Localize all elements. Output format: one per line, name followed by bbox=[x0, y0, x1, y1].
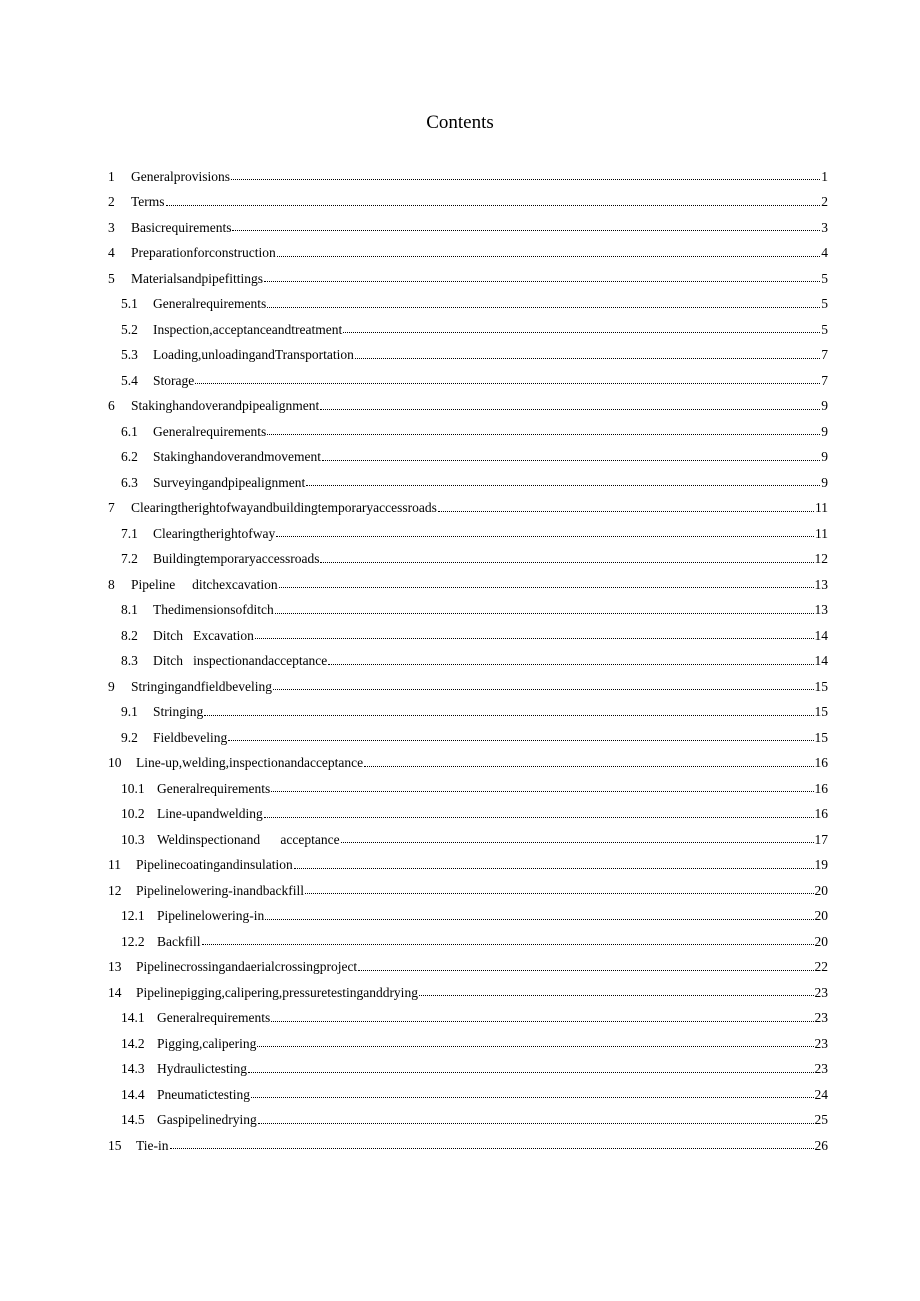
toc-entry-label: Thedimensionsofditch bbox=[153, 602, 274, 618]
toc-entry-number: 10.2 bbox=[121, 806, 145, 822]
toc-entry-page: 9 bbox=[821, 398, 828, 414]
toc-entry[interactable] bbox=[108, 1057, 828, 1083]
toc-leader-dots bbox=[273, 675, 814, 690]
toc-leader-dots bbox=[419, 981, 814, 996]
toc-leader-dots bbox=[166, 191, 821, 206]
toc-entry-page: 16 bbox=[814, 806, 828, 822]
toc-entry-label: Inspection,acceptanceandtreatment bbox=[153, 321, 343, 337]
toc-leader-dots bbox=[276, 522, 814, 537]
toc-entry-page: 5 bbox=[821, 270, 828, 286]
toc-leader-dots bbox=[277, 242, 821, 257]
toc-entry-page: 13 bbox=[814, 576, 828, 592]
toc-entry-page: 15 bbox=[814, 704, 828, 720]
toc-leader-dots bbox=[251, 1083, 814, 1098]
toc-entry-page: 17 bbox=[814, 831, 828, 847]
toc-leader-dots bbox=[275, 599, 814, 614]
toc-entry-page: 15 bbox=[814, 729, 828, 745]
toc-entry-number: 10.1 bbox=[121, 780, 145, 796]
toc-entry-page: 20 bbox=[814, 908, 828, 924]
toc-entry-page: 5 bbox=[821, 321, 828, 337]
toc-entry[interactable] bbox=[108, 394, 828, 420]
toc-entry-number: 14.4 bbox=[121, 1086, 145, 1102]
toc-entry-page: 12 bbox=[814, 551, 828, 567]
toc-entry[interactable] bbox=[108, 266, 828, 292]
toc-entry-number: 5.1 bbox=[121, 296, 138, 312]
toc-entry[interactable] bbox=[108, 725, 828, 751]
toc-entry-page: 19 bbox=[814, 857, 828, 873]
toc-entry-page: 1 bbox=[821, 168, 828, 184]
toc-entry-label: Pipeline ditchexcavation bbox=[131, 576, 278, 592]
toc-entry[interactable] bbox=[108, 164, 828, 190]
toc-leader-dots bbox=[294, 854, 814, 869]
toc-entry-number: 7 bbox=[108, 500, 115, 516]
toc-entry[interactable] bbox=[108, 496, 828, 522]
toc-entry[interactable] bbox=[108, 215, 828, 241]
toc-entry-page: 4 bbox=[821, 245, 828, 261]
toc-entry-page: 22 bbox=[814, 959, 828, 975]
toc-entry-label: Preparationforconstruction bbox=[131, 245, 276, 261]
toc-leader-dots bbox=[271, 777, 813, 792]
toc-leader-dots bbox=[202, 930, 814, 945]
toc-entry-label: Ditch inspectionandacceptance bbox=[153, 653, 328, 669]
toc-entry-page: 9 bbox=[821, 474, 828, 490]
toc-entry-page: 20 bbox=[814, 933, 828, 949]
toc-leader-dots bbox=[320, 395, 820, 410]
toc-entry-number: 11 bbox=[108, 857, 121, 873]
toc-entry-number: 10 bbox=[108, 755, 122, 771]
toc-entry[interactable] bbox=[108, 1031, 828, 1057]
toc-leader-dots bbox=[358, 956, 813, 971]
toc-entry-number: 8.1 bbox=[121, 602, 138, 618]
toc-entry[interactable] bbox=[108, 292, 828, 318]
toc-leader-dots bbox=[258, 1109, 814, 1124]
toc-entry-number: 8 bbox=[108, 576, 115, 592]
toc-entry-number: 6.3 bbox=[121, 474, 138, 490]
toc-entry-number: 14.5 bbox=[121, 1112, 145, 1128]
toc-leader-dots bbox=[170, 1134, 814, 1149]
toc-entry-number: 5.4 bbox=[121, 372, 138, 388]
toc-entry-number: 12 bbox=[108, 882, 122, 898]
toc-leader-dots bbox=[305, 879, 814, 894]
toc-entry-page: 16 bbox=[814, 755, 828, 771]
toc-entry-page: 13 bbox=[814, 602, 828, 618]
toc-leader-dots bbox=[320, 548, 813, 563]
toc-entry-page: 24 bbox=[814, 1086, 828, 1102]
toc-leader-dots bbox=[355, 344, 820, 359]
toc-entry-label: Fieldbeveling bbox=[153, 729, 228, 745]
toc-entry-page: 11 bbox=[815, 500, 828, 516]
toc-entry-label: Line-up,welding,inspectionandacceptance bbox=[136, 755, 364, 771]
toc-entry-label: Surveyingandpipealignment bbox=[153, 474, 306, 490]
toc-leader-dots bbox=[231, 165, 820, 180]
toc-entry[interactable] bbox=[108, 674, 828, 700]
toc-entry[interactable] bbox=[108, 343, 828, 369]
toc-entry-number: 14.3 bbox=[121, 1061, 145, 1077]
toc-entry-label: Buildingtemporaryaccessroads bbox=[153, 551, 320, 567]
toc-entry-label: Generalrequirements bbox=[153, 423, 267, 439]
toc-entry[interactable] bbox=[108, 241, 828, 267]
toc-leader-dots bbox=[204, 701, 813, 716]
toc-entry-label: Pipelinecrossingandaerialcrossingproject bbox=[136, 959, 358, 975]
toc-entry[interactable] bbox=[108, 470, 828, 496]
toc-entry-label: Stakinghandoverandmovement bbox=[153, 449, 321, 465]
toc-entry-label: Pipelinepigging,calipering,pressuretestinganddrying bbox=[136, 984, 418, 1000]
toc-entry[interactable] bbox=[108, 853, 828, 879]
toc-leader-dots bbox=[343, 318, 820, 333]
toc-entry-label: Weldinspectionand acceptance bbox=[157, 831, 340, 847]
toc-entry-label: Stringingandfieldbeveling bbox=[131, 678, 272, 694]
toc-entry-label: Clearingtherightofway bbox=[153, 525, 276, 541]
toc-entry-number: 7.2 bbox=[121, 551, 138, 567]
toc-leader-dots bbox=[322, 446, 820, 461]
toc-leader-dots bbox=[279, 573, 814, 588]
toc-leader-dots bbox=[264, 803, 814, 818]
toc-entry-page: 3 bbox=[821, 219, 828, 235]
toc-entry-number: 9 bbox=[108, 678, 115, 694]
toc-entry[interactable] bbox=[108, 1133, 828, 1159]
toc-entry-number: 5.3 bbox=[121, 347, 138, 363]
toc-entry-label: Loading,unloadingandTransportation bbox=[153, 347, 354, 363]
toc-entry[interactable] bbox=[108, 368, 828, 394]
toc-entry[interactable] bbox=[108, 802, 828, 828]
toc-entry-number: 6 bbox=[108, 398, 115, 414]
toc-entry-label: Ditch Excavation bbox=[153, 627, 254, 643]
toc-leader-dots bbox=[195, 369, 820, 384]
toc-entry-number: 4 bbox=[108, 245, 115, 261]
toc-leader-dots bbox=[248, 1058, 814, 1073]
toc-entry-number: 9.1 bbox=[121, 704, 138, 720]
toc-entry-page: 23 bbox=[814, 1035, 828, 1051]
toc-entry-label: Hydraulictesting bbox=[157, 1061, 247, 1077]
toc-entry[interactable] bbox=[108, 827, 828, 853]
toc-entry-page: 9 bbox=[821, 449, 828, 465]
toc-entry-label: Line-upandwelding bbox=[157, 806, 263, 822]
toc-entry-number: 1 bbox=[108, 168, 115, 184]
toc-entry[interactable] bbox=[108, 700, 828, 726]
toc-entry[interactable] bbox=[108, 521, 828, 547]
toc-entry-number: 7.1 bbox=[121, 525, 138, 541]
toc-entry-page: 9 bbox=[821, 423, 828, 439]
toc-entry-number: 8.2 bbox=[121, 627, 138, 643]
toc-entry-label: Generalrequirements bbox=[153, 296, 267, 312]
toc-entry-label: Pipelinelowering-inandbackfill bbox=[136, 882, 304, 898]
toc-entry[interactable] bbox=[108, 317, 828, 343]
toc-entry-label: Pigging,calipering bbox=[157, 1035, 257, 1051]
toc-entry-page: 20 bbox=[814, 882, 828, 898]
toc-entry[interactable] bbox=[108, 547, 828, 573]
toc-entry[interactable] bbox=[108, 1006, 828, 1032]
toc-entry-page: 23 bbox=[814, 984, 828, 1000]
toc-entry[interactable] bbox=[108, 623, 828, 649]
toc-entry[interactable] bbox=[108, 1082, 828, 1108]
toc-entry-page: 11 bbox=[815, 525, 828, 541]
toc-entry-number: 12.2 bbox=[121, 933, 145, 949]
toc-entry[interactable] bbox=[108, 751, 828, 777]
toc-entry-label: Basicrequirements bbox=[131, 219, 232, 235]
toc-entry-label: Generalprovisions bbox=[131, 168, 230, 184]
toc-entry-page: 16 bbox=[814, 780, 828, 796]
toc-entry-page: 14 bbox=[814, 627, 828, 643]
toc-entry-label: Pipelinelowering-in bbox=[157, 908, 265, 924]
toc-entry-label: Pipelinecoatingandinsulation bbox=[136, 857, 293, 873]
table-of-contents bbox=[108, 164, 828, 1159]
toc-entry-page: 23 bbox=[814, 1061, 828, 1077]
toc-entry-number: 14.1 bbox=[121, 1010, 145, 1026]
toc-entry-number: 15 bbox=[108, 1137, 122, 1153]
toc-entry-label: Generalrequirements bbox=[157, 780, 271, 796]
toc-entry[interactable] bbox=[108, 980, 828, 1006]
toc-entry-page: 14 bbox=[814, 653, 828, 669]
toc-entry-label: Stakinghandoverandpipealignment bbox=[131, 398, 320, 414]
toc-leader-dots bbox=[232, 216, 820, 231]
toc-entry-label: Generalrequirements bbox=[157, 1010, 271, 1026]
toc-entry-label: Clearingtherightofwayandbuildingtemporaryaccessroads bbox=[131, 500, 437, 516]
toc-entry-number: 12.1 bbox=[121, 908, 145, 924]
toc-entry-page: 25 bbox=[814, 1112, 828, 1128]
toc-entry-number: 3 bbox=[108, 219, 115, 235]
toc-entry-label: Tie-in bbox=[136, 1137, 169, 1153]
toc-leader-dots bbox=[267, 293, 820, 308]
toc-leader-dots bbox=[306, 471, 820, 486]
toc-entry-number: 6.2 bbox=[121, 449, 138, 465]
toc-entry-label: Backfill bbox=[157, 933, 201, 949]
toc-leader-dots bbox=[265, 905, 813, 920]
toc-entry[interactable] bbox=[108, 776, 828, 802]
toc-entry[interactable] bbox=[108, 572, 828, 598]
toc-entry-number: 2 bbox=[108, 194, 115, 210]
toc-entry[interactable] bbox=[108, 598, 828, 624]
toc-entry-page: 5 bbox=[821, 296, 828, 312]
page-title: Contents bbox=[426, 112, 494, 133]
toc-leader-dots bbox=[328, 650, 813, 665]
toc-entry-page: 7 bbox=[821, 372, 828, 388]
toc-entry-number: 5 bbox=[108, 270, 115, 286]
toc-entry[interactable] bbox=[108, 190, 828, 216]
toc-entry-label: Stringing bbox=[153, 704, 204, 720]
toc-leader-dots bbox=[257, 1032, 813, 1047]
toc-leader-dots bbox=[364, 752, 813, 767]
toc-leader-dots bbox=[267, 420, 820, 435]
toc-entry-page: 15 bbox=[814, 678, 828, 694]
toc-entry-page: 7 bbox=[821, 347, 828, 363]
toc-entry-page: 26 bbox=[814, 1137, 828, 1153]
toc-entry-label: Storage bbox=[153, 372, 195, 388]
toc-entry-label: Terms bbox=[131, 194, 165, 210]
toc-entry-label: Gaspipelinedrying bbox=[157, 1112, 257, 1128]
toc-leader-dots bbox=[341, 828, 814, 843]
toc-entry[interactable] bbox=[108, 445, 828, 471]
toc-entry-label: Materialsandpipefittings bbox=[131, 270, 263, 286]
toc-entry[interactable] bbox=[108, 419, 828, 445]
toc-leader-dots bbox=[228, 726, 813, 741]
toc-entry-page: 2 bbox=[821, 194, 828, 210]
toc-entry-number: 9.2 bbox=[121, 729, 138, 745]
toc-entry-number: 5.2 bbox=[121, 321, 138, 337]
toc-entry[interactable] bbox=[108, 904, 828, 930]
toc-entry[interactable] bbox=[108, 649, 828, 675]
toc-leader-dots bbox=[264, 267, 820, 282]
toc-leader-dots bbox=[438, 497, 814, 512]
toc-entry[interactable] bbox=[108, 1108, 828, 1134]
toc-entry-number: 6.1 bbox=[121, 423, 138, 439]
toc-entry-number: 14 bbox=[108, 984, 122, 1000]
toc-entry[interactable] bbox=[108, 955, 828, 981]
toc-entry-page: 23 bbox=[814, 1010, 828, 1026]
toc-leader-dots bbox=[255, 624, 814, 639]
toc-leader-dots bbox=[271, 1007, 813, 1022]
toc-entry-label: Pneumatictesting bbox=[157, 1086, 250, 1102]
toc-entry-number: 14.2 bbox=[121, 1035, 145, 1051]
toc-entry[interactable] bbox=[108, 878, 828, 904]
toc-entry-number: 13 bbox=[108, 959, 122, 975]
toc-entry-number: 10.3 bbox=[121, 831, 145, 847]
toc-entry[interactable] bbox=[108, 929, 828, 955]
toc-entry-number: 8.3 bbox=[121, 653, 138, 669]
